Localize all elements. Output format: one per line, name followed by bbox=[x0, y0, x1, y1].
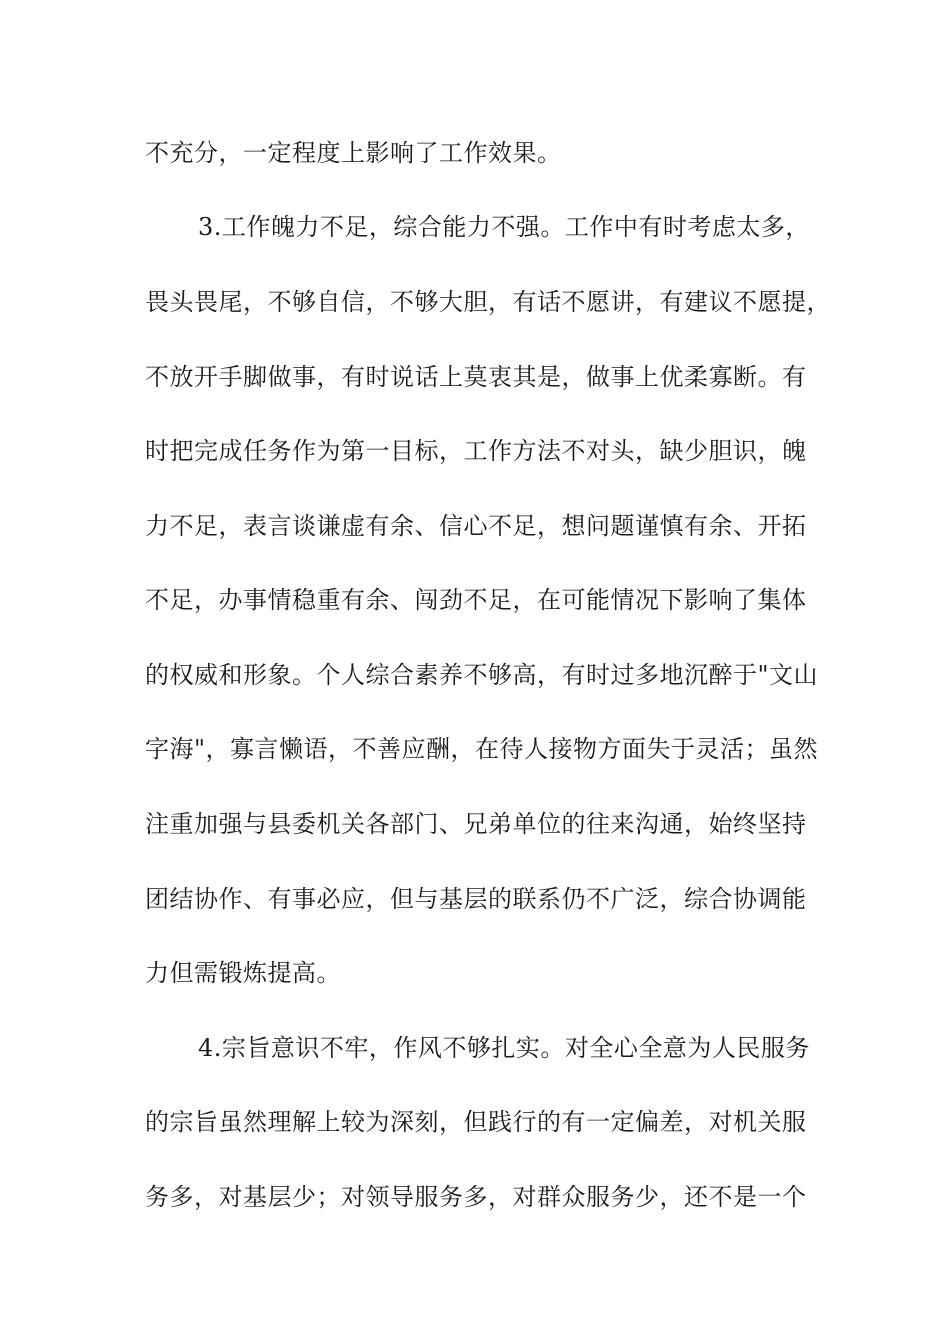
text-line: 字海"，寡言懒语，不善应酬，在待人接物方面失于灵活；虽然 bbox=[145, 735, 819, 763]
text-line: 团结协作、有事必应，但与基层的联系仍不广泛，综合协调能 bbox=[145, 885, 807, 913]
text-line: 注重加强与县委机关各部门、兄弟单位的往来沟通，始终坚持 bbox=[145, 810, 807, 838]
text-line: 不充分，一定程度上影响了工作效果。 bbox=[145, 139, 562, 167]
text-line: 务多，对基层少；对领导服务多，对群众服务少，还不是一个 bbox=[145, 1183, 807, 1211]
text-line: 时把完成任务作为第一目标，工作方法不对头，缺少胆识，魄 bbox=[145, 437, 807, 465]
text-line: 畏头畏尾，不够自信，不够大胆，有话不愿讲，有建议不愿提， bbox=[145, 288, 831, 316]
text-line: 力不足，表言谈谦虚有余、信心不足，想问题谨慎有余、开拓 bbox=[145, 512, 807, 540]
paragraph-heading: 3.工作魄力不足，综合能力不强。工作中有时考虑太多， bbox=[198, 213, 810, 241]
text-line: 力但需锻炼提高。 bbox=[145, 959, 341, 987]
paragraph-heading: 4.宗旨意识不牢，作风不够扎实。对全心全意为人民服务 bbox=[198, 1034, 810, 1062]
text-line: 的权威和形象。个人综合素养不够高，有时过多地沉醉于"文山 bbox=[145, 661, 819, 689]
text-line: 的宗旨虽然理解上较为深刻，但践行的有一定偏差，对机关服 bbox=[145, 1108, 807, 1136]
text-line: 不足，办事情稳重有余、闯劲不足，在可能情况下影响了集体 bbox=[145, 586, 807, 614]
text-line: 不放开手脚做事，有时说话上莫衷其是，做事上优柔寡断。有 bbox=[145, 363, 807, 391]
